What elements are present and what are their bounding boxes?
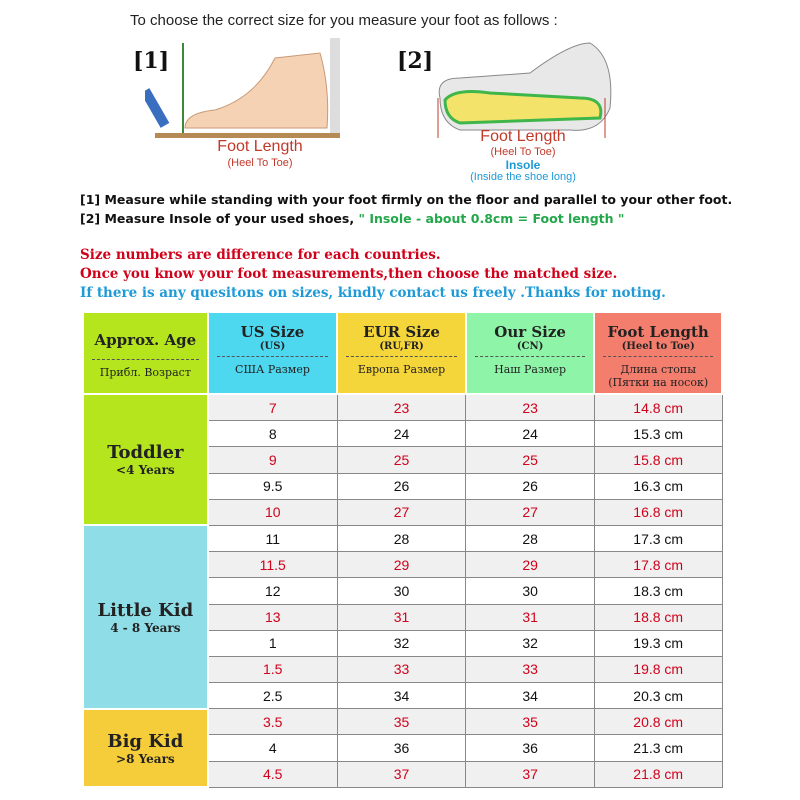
cell-foot: 15.3 cm [594,421,722,447]
cell-eur: 35 [337,709,466,735]
cell-us: 7 [208,394,338,421]
cell-us: 9.5 [208,473,338,499]
cell-eur: 24 [337,421,466,447]
cell-our: 29 [466,552,595,578]
cell-us: 2.5 [208,683,338,709]
age-group-range: 4 - 8 Years [110,620,181,635]
cell-foot: 21.3 cm [594,735,722,761]
header-us [208,312,338,394]
cell-eur: 28 [337,525,466,551]
cell-us: 13 [208,604,338,630]
header-title: EUR Size [363,323,440,341]
cell-foot: 19.3 cm [594,630,722,656]
cell-foot: 17.8 cm [594,552,722,578]
cell-eur: 32 [337,630,466,656]
age-group-name: Toddler [107,442,184,464]
cell-eur: 34 [337,683,466,709]
figure-label-1: [1] [133,48,170,74]
cell-our: 32 [466,630,595,656]
cell-us: 4 [208,735,338,761]
cell-eur: 36 [337,735,466,761]
header-sub: (Heel to Toe) [621,341,695,352]
header-title: Foot Length [607,323,709,341]
cell-foot: 20.3 cm [594,683,722,709]
header-title: US Size [240,323,305,341]
header-our [466,312,595,394]
cell-us: 10 [208,499,338,525]
cell-eur: 33 [337,656,466,682]
size-chart-table [82,311,723,788]
cell-foot: 17.3 cm [594,525,722,551]
cell-foot: 14.8 cm [594,394,722,421]
header-foot [594,312,722,394]
cell-us: 9 [208,447,338,473]
cell-foot: 16.3 cm [594,473,722,499]
cell-eur: 25 [337,447,466,473]
age-group-2 [83,709,208,788]
cell-our: 26 [466,473,595,499]
cell-foot: 19.8 cm [594,656,722,682]
header-ru: Длина стопы (Пятки на носок) [603,356,713,389]
cell-our: 27 [466,499,595,525]
instruction-2 [80,211,624,226]
cell-us: 11.5 [208,552,338,578]
figure-label-2: [2] [397,48,434,74]
insole-label: Insole [505,158,541,172]
insole-heel-to-toe-label: (Heel To Toe) [490,146,556,158]
cell-foot: 20.8 cm [594,709,722,735]
header-sub: (US) [259,341,286,352]
header-ru: Прибл. Возраст [92,359,199,379]
cell-eur: 26 [337,473,466,499]
header-ru: Наш Размер [475,356,586,376]
cell-foot: 18.8 cm [594,604,722,630]
table-row [83,709,722,735]
instruction-2-highlight: " Insole - about 0.8cm = Foot length " [358,211,625,226]
cell-our: 33 [466,656,595,682]
cell-foot: 16.8 cm [594,499,722,525]
cell-us: 11 [208,525,338,551]
header-eur [337,312,466,394]
note-red-1: Size numbers are difference for each countries. [80,247,441,263]
cell-our: 28 [466,525,595,551]
cell-us: 1.5 [208,656,338,682]
cell-eur: 23 [337,394,466,421]
cell-us: 8 [208,421,338,447]
cell-eur: 29 [337,552,466,578]
note-blue: If there is any quesitons on sizes, kindly contact us freely .Thanks for noting. [80,285,666,301]
cell-our: 25 [466,447,595,473]
cell-foot: 15.8 cm [594,447,722,473]
cell-eur: 27 [337,499,466,525]
cell-eur: 37 [337,761,466,787]
cell-our: 35 [466,709,595,735]
age-group-name: Little Kid [97,599,194,621]
cell-foot: 18.3 cm [594,578,722,604]
table-row [83,394,722,421]
cell-eur: 31 [337,604,466,630]
cell-eur: 30 [337,578,466,604]
age-group-1 [83,525,208,708]
age-group-range: >8 Years [116,751,175,766]
insole-sub-label: (Inside the shoe long) [470,171,576,183]
header-sub: (RU,FR) [379,341,424,352]
header-title: Our Size [494,323,566,341]
header-ru: Европа Размер [346,356,457,376]
cell-our: 31 [466,604,595,630]
cell-our: 34 [466,683,595,709]
note-red-2: Once you know your foot measurements,then choose the matched size. [80,266,618,282]
cell-us: 12 [208,578,338,604]
page-title: To choose the correct size for you measure your foot as follows : [130,12,558,29]
cell-us: 3.5 [208,709,338,735]
age-group-name: Big Kid [107,730,184,752]
header-title: Approx. Age [94,331,197,349]
foot-length-label: Foot Length [217,138,303,155]
cell-foot: 21.8 cm [594,761,722,787]
cell-our: 30 [466,578,595,604]
cell-us: 1 [208,630,338,656]
age-group-0 [83,394,208,525]
table-row [83,525,722,551]
header-age [83,312,208,394]
cell-our: 37 [466,761,595,787]
insole-foot-length-label: Foot Length [480,128,566,145]
header-sub: (CN) [516,341,544,352]
cell-us: 4.5 [208,761,338,787]
instruction-1: [1] Measure while standing with your foot firmly on the floor and parallel to your other foot. [80,192,733,207]
age-group-range: <4 Years [116,463,175,478]
header-ru: США Размер [217,356,329,376]
cell-our: 36 [466,735,595,761]
instruction-2-text: [2] Measure Insole of your used shoes, [80,211,359,226]
cell-our: 23 [466,394,595,421]
insole-illustration [430,38,620,138]
heel-to-toe-label: (Heel To Toe) [227,157,293,169]
cell-our: 24 [466,421,595,447]
